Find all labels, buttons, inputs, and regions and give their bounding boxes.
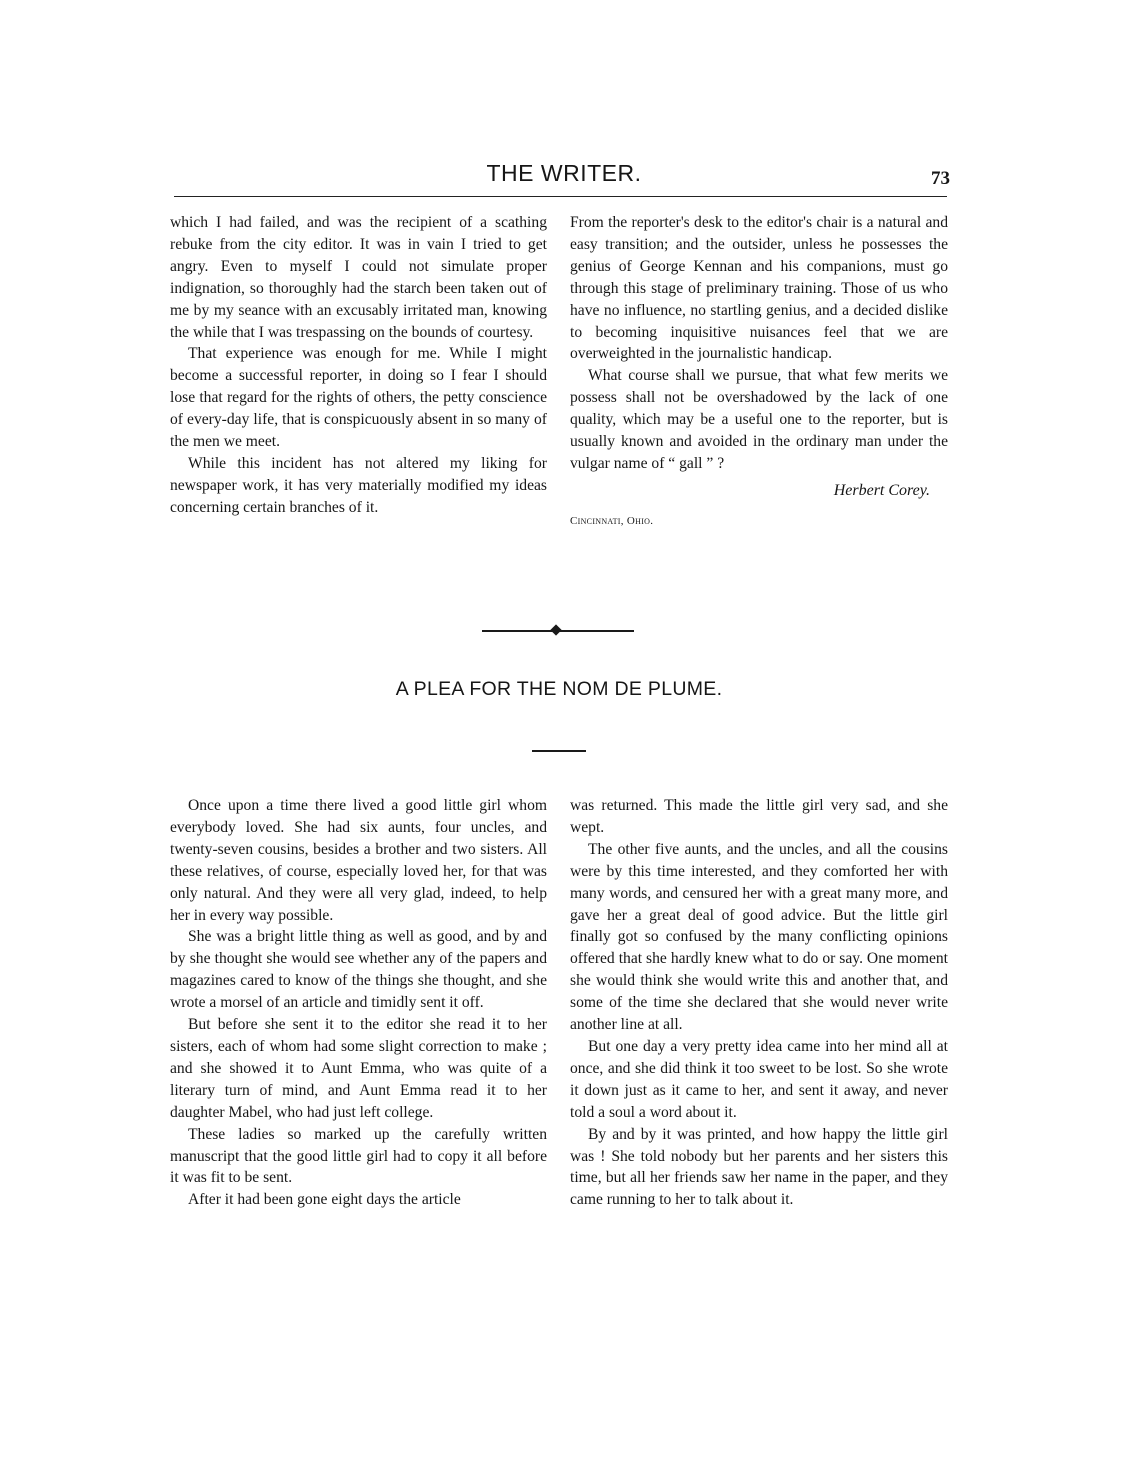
paragraph: What course shall we pursue, that what few merits we possess shall not be overshadowed by the lack of one quality, which may be a useful one to the reporter, but is usually known and avoided in the ordinary man under the vulgar name of “ gall ” ? (570, 367, 948, 472)
paragraph: From the reporter's desk to the editor's chair is a natural and easy transition; and the outsider, unless he possesses the genius of George Kennan and his companions, must go through this stage of preliminary training. Those of us who have no influence, no startling genius, and a decided dislike to becoming inquisitive nuisances feel that we are overweighted in the journalistic handicap. (570, 214, 948, 363)
paragraph: The other five aunts, and the uncles, and all the cousins were by this time interested, and they comforted her with many words, and censured her with a great many more, and gave her a great deal of good advice. But the little girl finally got so confused by the many conflicting opinions offered that she hardly knew what to do or say. One moment she would think she would write this and another that, and some of the time she declared that she would never write another line at all. (570, 840, 948, 1034)
article-title: A PLEA FOR THE NOM DE PLUME. (395, 678, 723, 700)
author-signature: Herbert Corey. (833, 481, 930, 499)
paragraph: While this incident has not altered my liking for newspaper work, it has very materially modified my ideas concerning certain branches of it. (170, 454, 547, 516)
paragraph: But before she sent it to the editor she read it to her sisters, each of whom had some slight correction to make ; and she showed it to Aunt Emma, who was quite of a literary turn of mind, and Aunt Emma read it to her daughter Mabel, who had just left college. (170, 1016, 547, 1121)
article-column-right (570, 795, 948, 1211)
previous-article-column-right (570, 212, 948, 533)
paragraph: After it had been gone eight days the article (188, 1191, 461, 1209)
diamond-ornament-icon (550, 624, 561, 635)
paragraph: But one day a very pretty idea came into her mind all at once, and she did think it too sweet to be lost. So she wrote it down just as it came to her, and sent it away, and never told a soul a word about it. (570, 1037, 948, 1121)
running-title: THE WRITER. (486, 160, 642, 186)
page-number: 73 (931, 168, 950, 189)
dateline (570, 511, 948, 533)
paragraph: was returned. This made the little girl very sad, and she wept. (570, 797, 948, 836)
header-rule (174, 196, 947, 197)
title-rule (532, 750, 586, 752)
section-divider-ornament (482, 624, 634, 638)
dateline-text: Cincinnati, Ohio. (570, 514, 654, 527)
paragraph: These ladies so marked up the carefully written manuscript that the good little girl had to copy it all before it was fit to be sent. (170, 1125, 547, 1187)
page-header (174, 160, 954, 200)
article-column-left (170, 795, 547, 1211)
previous-article-column-left (170, 212, 547, 519)
paragraph: Once upon a time there lived a good little girl whom everybody loved. She had six aunts, four uncles, and twenty-seven cousins, besides a brother and two sisters. All these relatives, of course, especially loved her, for that was only natural. And they were all very glad, indeed, to help her in every way possible. (170, 797, 547, 924)
paragraph: She was a bright little thing as well as good, and by and by she thought she would see whether any of the papers and magazines cared to know of the things she thought, and she wrote a morsel of an article and timidly sent it off. (170, 928, 547, 1012)
paragraph: By and by it was printed, and how happy the little girl was ! She told nobody but her parents and her sisters this time, but all her friends saw her name in the paper, and they came running to her to talk about it. (570, 1125, 948, 1209)
paragraph: That experience was enough for me. While I might become a successful reporter, in doing so I fear I should lose that regard for the rights of others, the petty conscience of every-day life, that is conspicuously absent in so many of the men we meet. (170, 345, 547, 451)
paragraph: which I had failed, and was the recipient of a scathing rebuke from the city editor. It was in vain I tried to get angry. Even to myself I could not simulate proper indignation, so thoroughly had the starch been taken out of me by my seance with an excusably irritated man, knowing the while that I was trespassing on the bounds of courtesy. (170, 214, 547, 341)
